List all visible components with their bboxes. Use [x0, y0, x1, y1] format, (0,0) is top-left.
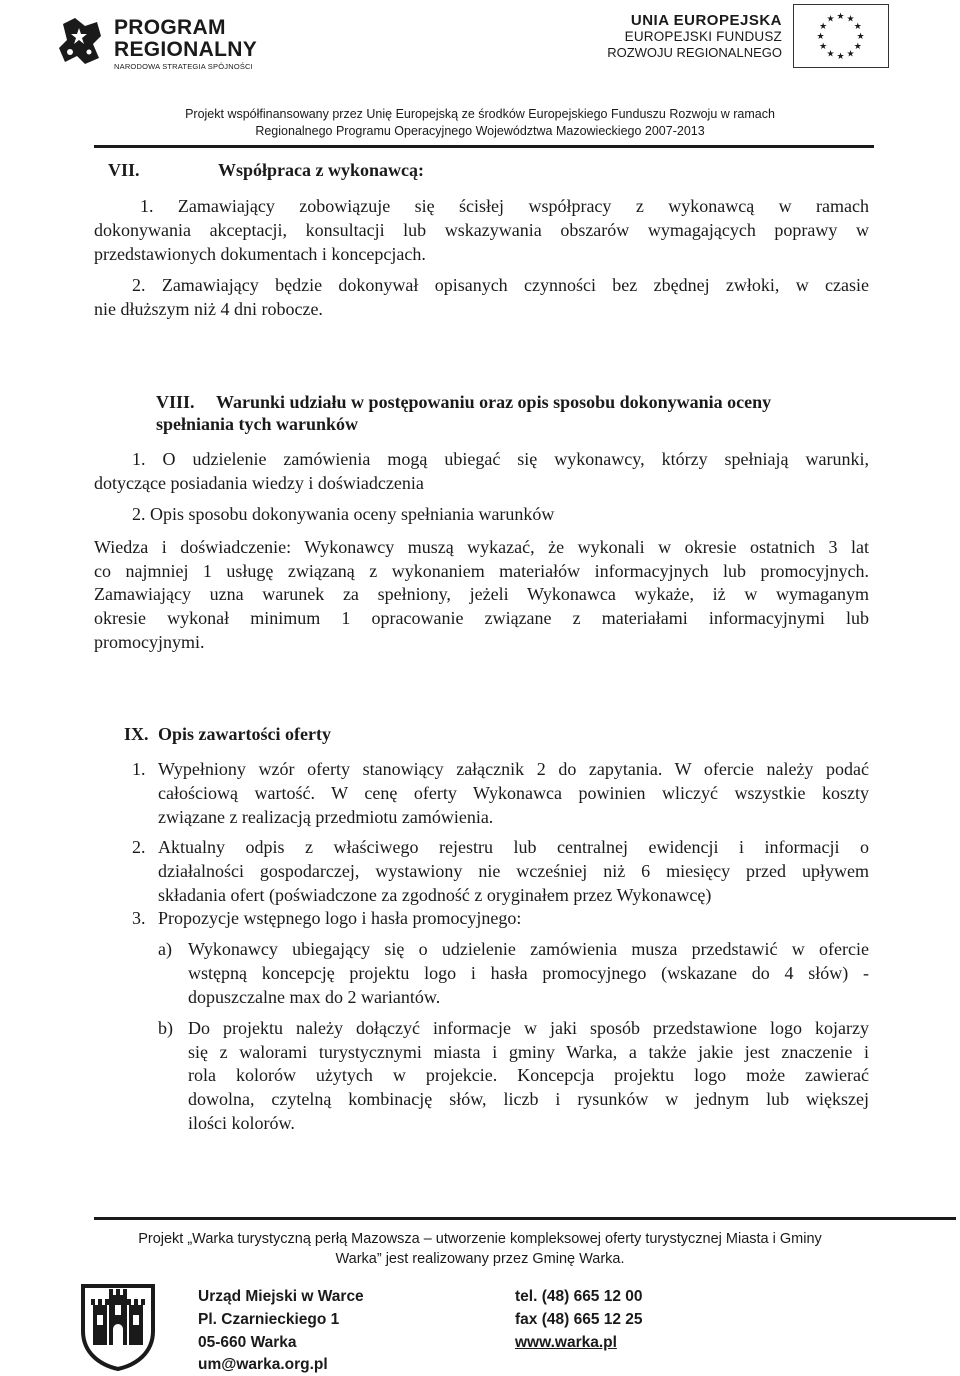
section-7-p2-line2: nie dłuższym niż 4 dni robocze.: [94, 299, 323, 319]
svg-text:★: ★: [853, 22, 862, 32]
footer-city: 05-660 Warka: [198, 1334, 297, 1351]
header-project-line1: Projekt współfinansowany przez Unię Europejską ze środków Europejskiego Funduszu Rozwoju w ramach: [185, 107, 775, 121]
section-7-p2-line1: 2. Zamawiający będzie dokonywał opisanych czynności bez zbędnej zwłoki, w czasie: [132, 275, 869, 295]
program-logo-line2: REGIONALNY: [114, 38, 258, 61]
subitem-b-line4: dowolna, czytelną kombinację słów, liczb i rysunków w jednym lub większej: [188, 1089, 869, 1109]
section-7-p1-line2: dokonywania akceptacji, konsultacji lub wskazywania obszarów wymagających poprawy w: [94, 220, 869, 240]
item-2-line3: składania ofert (poświadczone za zgodność z oryginałem przez Wykonawcę): [158, 885, 712, 905]
eu-label-line3: ROZWOJU REGIONALNEGO: [607, 45, 782, 60]
section-8-p3-line2: co najmniej 1 usługę związaną z wykonaniem materiałów informacyjnych lub promocyjnych.: [94, 561, 869, 581]
subitem-b-label: b): [158, 1018, 173, 1038]
item-1-number: 1.: [132, 759, 146, 779]
svg-text:★: ★: [819, 22, 828, 32]
svg-text:★: ★: [846, 49, 855, 60]
item-2-number: 2.: [132, 837, 146, 857]
item-1-line3: związane z realizacją przedmiotu zamówienia.: [158, 807, 494, 827]
eu-flag-icon: [793, 4, 889, 68]
program-logo-line3: NARODOWA STRATEGIA SPÓJNOŚCI: [114, 62, 253, 71]
header-project-line2: Regionalnego Programu Operacyjnego Województwa Mazowieckiego 2007-2013: [255, 124, 705, 138]
section-8-p3-line5: promocyjnymi.: [94, 632, 205, 652]
section-7-p1-line3: przedstawionych dokumentach i koncepcjach.: [94, 244, 426, 264]
section-8-title-line2: spełniania tych warunków: [156, 414, 359, 434]
section-8-p2: 2. Opis sposobu dokonywania oceny spełniania warunków: [132, 504, 555, 524]
subitem-b-line2: się z walorami turystycznymi miasta i gminy Warka, a także jakie jest znaczenie i: [188, 1042, 869, 1062]
footer-project-line1: Projekt „Warka turystyczną perłą Mazowsza – utworzenie kompleksowej oferty turystycznej Miasta i Gminy: [138, 1231, 822, 1247]
eu-label-line1: UNIA EUROPEJSKA: [630, 12, 782, 29]
subitem-a-line2: wstępną koncepcję projektu logo i hasła promocyjnego (wskazane do 4 słów) -: [188, 963, 869, 983]
subitem-b-line5: ilości kolorów.: [188, 1113, 295, 1133]
warka-coat-of-arms-icon: [80, 1283, 156, 1371]
subitem-b-line1: Do projektu należy dołączyć informacje w jaki sposób przedstawione logo kojarzy: [188, 1018, 869, 1038]
eu-label-line2: EUROPEJSKI FUNDUSZ: [624, 29, 782, 44]
subitem-a-line3: dopuszczalne max do 2 wariantów.: [188, 987, 441, 1007]
footer-street: Pl. Czarnieckiego 1: [198, 1311, 340, 1328]
subitem-a-line1: Wykonawcy ubiegający się o udzielenie zamówienia musza przedstawić w ofercie: [188, 939, 869, 959]
section-8-p1-line2: dotyczące posiadania wiedzy i doświadczenia: [94, 473, 424, 493]
footer-office-name: Urząd Miejski w Warce: [198, 1288, 364, 1305]
subitem-b-line3: rola kolorów użytych w projekcie. Koncepcja projektu logo może zawierać: [188, 1065, 869, 1085]
program-regionalny-logo: [55, 14, 258, 71]
section-8-p3-line4: okresie wykonał minimum 1 opracowanie związane z materiałami informacyjnymi lub: [94, 608, 869, 628]
section-8-p3-line3: Zamawiający uzna warunek za spełniony, jeżeli Wykonawca wykaże, iż w wymaganym: [94, 584, 869, 604]
item-3-number: 3.: [132, 908, 146, 928]
svg-text:★: ★: [853, 42, 862, 52]
footer-email: um@warka.org.pl: [198, 1356, 328, 1373]
svg-text:★: ★: [826, 49, 835, 60]
item-1-line1: Wypełniony wzór oferty stanowiący załącznik 2 do zapytania. W ofercie należy podać: [158, 759, 869, 779]
footer-website-link[interactable]: www.warka.pl: [515, 1334, 617, 1351]
footer-project-line2: Warka” jest realizowany przez Gminę Warka.: [335, 1251, 625, 1267]
program-logo-line1: PROGRAM: [114, 16, 226, 39]
item-2-line1: Aktualny odpis z właściwego rejestru lub centralnej ewidencji i informacji o: [158, 837, 869, 857]
section-7-p1-line1: 1. Zamawiający zobowiązuje się ścisłej współpracy z wykonawcą w ramach: [140, 196, 869, 216]
section-8-p1-line1: 1. O udzielenie zamówienia mogą ubiegać się wykonawcy, którzy spełniają warunki,: [132, 449, 869, 469]
svg-text:★: ★: [816, 32, 825, 42]
section-8-p3-line1: Wiedza i doświadczenie: Wykonawcy muszą wykazać, że wykonali w okresie ostatnich 3 lat: [94, 537, 869, 557]
section-7-number: VII.: [108, 160, 140, 180]
svg-text:★: ★: [856, 32, 865, 42]
footer-divider: [94, 1217, 956, 1220]
section-8-number: VIII.: [156, 392, 195, 412]
footer-phone: tel. (48) 665 12 00: [515, 1288, 643, 1305]
item-2-line2: działalności gospodarczej, wystawiony nie wcześniej niż 6 miesięcy przed upływem: [158, 861, 869, 881]
svg-text:★: ★: [819, 42, 828, 52]
section-8-title-line1: Warunki udziału w postępowaniu oraz opis sposobu dokonywania oceny: [216, 392, 772, 412]
svg-text:★: ★: [826, 14, 835, 25]
item-1-line2: całościową wartość. W cenę oferty Wykonawca powinien wliczyć wszystkie koszty: [158, 783, 869, 803]
footer-fax: fax (48) 665 12 25: [515, 1311, 643, 1328]
program-regionalny-emblem-icon: [55, 14, 105, 70]
svg-text:★: ★: [836, 12, 845, 22]
header-divider: [94, 145, 874, 148]
item-3-text: Propozycje wstępnego logo i hasła promocyjnego:: [158, 908, 522, 928]
section-9-number: IX.: [124, 724, 149, 744]
subitem-a-label: a): [158, 939, 172, 959]
svg-text:★: ★: [836, 52, 845, 62]
section-9-title: Opis zawartości oferty: [158, 724, 331, 744]
section-7-title: Współpraca z wykonawcą:: [218, 160, 424, 180]
svg-text:★: ★: [846, 14, 855, 25]
